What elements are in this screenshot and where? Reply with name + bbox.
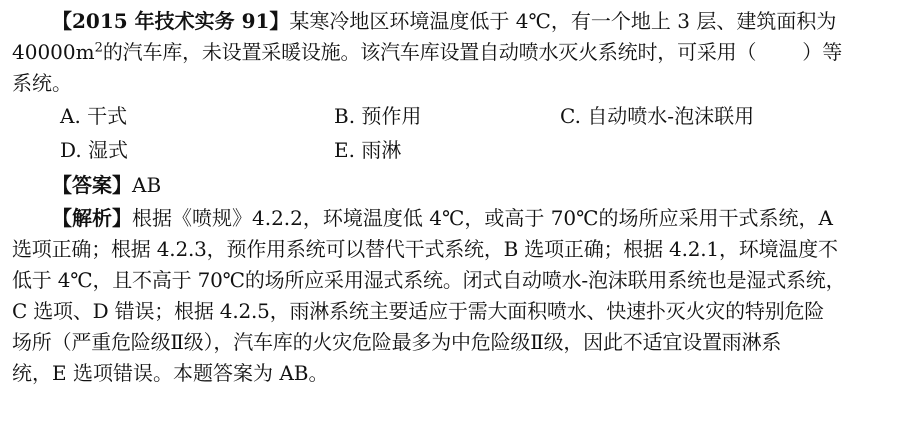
analysis-label: 【解析】 (52, 206, 132, 230)
analysis-text-4: C 选项、D 错误；根据 4.2.5，雨淋系统主要适应于需大面积喷水、快速扑灭火灾的特别危险 (12, 299, 825, 323)
question-line-3 (12, 68, 911, 99)
analysis-text-5: 场所（严重危险级Ⅱ级），汽车库的火灾危险最多为中危险级Ⅱ级，因此不适宜设置雨淋系 (12, 330, 782, 354)
question-text-2-end: ）等 (802, 40, 843, 64)
option-a-letter: A. (60, 104, 81, 128)
question-text-1: 某寒冷地区环境温度低于 4℃，有一个地上 3 层、建筑面积为 (289, 9, 837, 33)
analysis-line-4 (12, 296, 911, 327)
option-d (60, 133, 128, 167)
analysis-line-3 (12, 265, 911, 296)
option-a (60, 99, 127, 133)
analysis-line-2 (12, 234, 911, 265)
analysis-text-6: 统，E 选项错误。本题答案为 AB。 (12, 361, 329, 385)
answer-value: AB (132, 173, 162, 197)
option-e-text: 雨淋 (361, 138, 402, 162)
option-b-letter: B. (334, 104, 356, 128)
option-b (334, 99, 421, 133)
analysis-line-5 (12, 327, 911, 358)
answer-line (12, 167, 911, 203)
analysis-text-3: 低于 4℃，且不高于 70℃的场所应采用湿式系统。闭式自动喷水-泡沫联用系统也是湿式系统， (12, 268, 846, 292)
analysis-line-6 (12, 358, 911, 389)
question-line-1 (12, 6, 911, 37)
option-b-text: 预作用 (361, 104, 422, 128)
analysis-line-1 (12, 203, 911, 234)
question-line-2 (12, 37, 911, 68)
option-c-text: 自动喷水-泡沫联用 (587, 104, 755, 128)
option-e-letter: E. (334, 138, 355, 162)
answer-label: 【答案】 (52, 173, 132, 197)
option-d-text: 湿式 (88, 138, 129, 162)
option-a-text: 干式 (87, 104, 128, 128)
question-text-3: 系统。 (12, 71, 72, 95)
area-superscript: 2 (94, 40, 103, 56)
option-d-letter: D. (60, 138, 82, 162)
analysis-text-1: 根据《喷规》4.2.2，环境温度低 4℃，或高于 70℃的场所应采用干式系统，A (132, 206, 833, 230)
options-row-1 (12, 99, 911, 133)
option-e (334, 133, 401, 167)
analysis-text-2: 选项正确；根据 4.2.3，预作用系统可以替代干式系统，B 选项正确；根据 4.2.1，环境温度不 (12, 237, 838, 261)
question-source-tag: 【2015 年技术实务 91】 (52, 9, 290, 33)
option-c-letter: C. (560, 104, 581, 128)
options-row-2 (12, 133, 911, 167)
question-text-2: 的汽车库，未设置采暖设施。该汽车库设置自动喷水灭火系统时，可采用（ (102, 40, 757, 64)
area-value: 40000m (12, 40, 95, 64)
option-c (560, 99, 754, 133)
